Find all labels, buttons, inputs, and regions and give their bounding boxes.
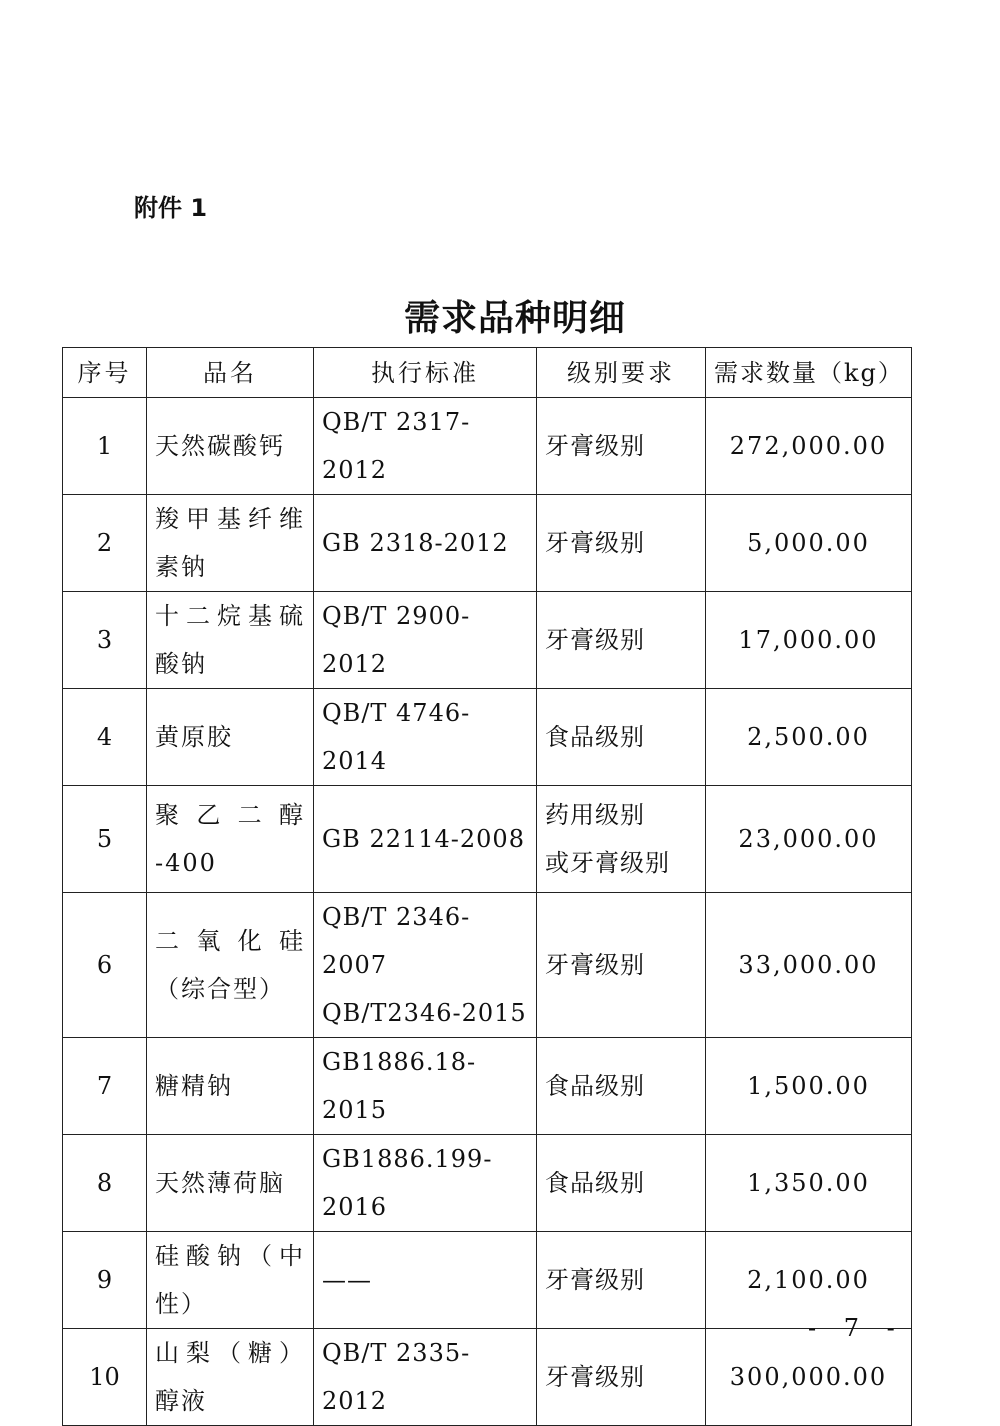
cell-line: 天然碳酸钙 — [155, 432, 285, 460]
table-row — [63, 1135, 912, 1232]
page-number: - 7 - — [808, 1314, 905, 1342]
cell-quantity: 17,000.00 — [706, 592, 912, 689]
cell-standard — [314, 689, 537, 786]
page-title: 需求品种明细 — [403, 297, 626, 339]
cell-grade — [537, 1135, 706, 1232]
cell-line: 牙膏级别 — [545, 529, 645, 557]
cell-line: 醇液 — [155, 1387, 207, 1415]
cell-grade — [537, 592, 706, 689]
cell-seq: 10 — [63, 1329, 147, 1426]
cell-line: —— — [322, 1266, 372, 1294]
table-row — [63, 495, 912, 592]
cell-grade — [537, 1329, 706, 1426]
cell-grade — [537, 495, 706, 592]
table-row — [63, 1038, 912, 1135]
cell-line: QB/T 2346-2007 — [322, 903, 471, 979]
cell-line: 糖精钠 — [155, 1072, 233, 1100]
cell-line: 二氧化硅 — [155, 927, 305, 955]
attachment-label: 附件 1 — [134, 194, 208, 222]
cell-seq: 6 — [63, 893, 147, 1038]
cell-standard — [314, 786, 537, 893]
cell-seq: 9 — [63, 1232, 147, 1329]
cell-seq: 1 — [63, 398, 147, 495]
demand-table — [62, 347, 912, 1426]
cell-quantity: 33,000.00 — [706, 893, 912, 1038]
cell-seq: 3 — [63, 592, 147, 689]
cell-line: 黄原胶 — [155, 723, 233, 751]
cell-standard — [314, 1232, 537, 1329]
cell-name — [147, 1038, 314, 1135]
cell-line: GB1886.199-2016 — [322, 1145, 493, 1221]
cell-standard — [314, 1038, 537, 1135]
cell-grade — [537, 893, 706, 1038]
cell-line: 聚乙二醇 — [155, 801, 305, 829]
cell-line: QB/T 4746-2014 — [322, 699, 471, 775]
cell-seq: 8 — [63, 1135, 147, 1232]
header-seq: 序号 — [63, 348, 147, 398]
cell-quantity: 300,000.00 — [706, 1329, 912, 1426]
cell-grade — [537, 1232, 706, 1329]
cell-name — [147, 398, 314, 495]
cell-line: 硅酸钠（中 — [155, 1242, 305, 1270]
cell-line: 山梨（糖） — [155, 1339, 305, 1367]
cell-line: 天然薄荷脑 — [155, 1169, 285, 1197]
cell-standard — [314, 495, 537, 592]
cell-line: 药用级别 — [545, 801, 645, 829]
cell-standard — [314, 1329, 537, 1426]
cell-line: 牙膏级别 — [545, 1363, 645, 1391]
cell-line: 牙膏级别 — [545, 1266, 645, 1294]
table-row — [63, 786, 912, 893]
cell-quantity: 272,000.00 — [706, 398, 912, 495]
cell-standard — [314, 592, 537, 689]
cell-quantity: 1,500.00 — [706, 1038, 912, 1135]
cell-quantity: 5,000.00 — [706, 495, 912, 592]
cell-name — [147, 893, 314, 1038]
cell-name — [147, 1329, 314, 1426]
table-row — [63, 1232, 912, 1329]
cell-line: 牙膏级别 — [545, 951, 645, 979]
cell-quantity: 23,000.00 — [706, 786, 912, 893]
cell-line: -400 — [155, 849, 217, 877]
cell-seq: 4 — [63, 689, 147, 786]
table-row — [63, 689, 912, 786]
cell-line: GB 22114-2008 — [322, 825, 525, 853]
table-header-row — [63, 348, 912, 398]
header-quantity: 需求数量（kg） — [706, 348, 912, 398]
cell-line: 牙膏级别 — [545, 432, 645, 460]
cell-standard — [314, 398, 537, 495]
cell-standard — [314, 893, 537, 1038]
cell-line: QB/T 2900-2012 — [322, 602, 471, 678]
cell-grade — [537, 689, 706, 786]
table-row — [63, 1329, 912, 1426]
cell-line: QB/T2346-2015 — [322, 999, 527, 1027]
table-row — [63, 398, 912, 495]
cell-line: QB/T 2317-2012 — [322, 408, 471, 484]
cell-grade — [537, 1038, 706, 1135]
cell-line: 食品级别 — [545, 1072, 645, 1100]
cell-seq: 2 — [63, 495, 147, 592]
header-standard: 执行标准 — [314, 348, 537, 398]
cell-line: 牙膏级别 — [545, 626, 645, 654]
table-body — [63, 398, 912, 1426]
cell-line: 食品级别 — [545, 1169, 645, 1197]
cell-quantity: 2,500.00 — [706, 689, 912, 786]
cell-name — [147, 786, 314, 893]
cell-line: GB 2318-2012 — [322, 529, 509, 557]
cell-grade — [537, 398, 706, 495]
cell-name — [147, 592, 314, 689]
cell-line: 羧甲基纤维 — [155, 505, 305, 533]
cell-name — [147, 689, 314, 786]
cell-line: （综合型） — [155, 975, 285, 1003]
cell-line: 十二烷基硫 — [155, 602, 305, 630]
cell-seq: 5 — [63, 786, 147, 893]
header-grade: 级别要求 — [537, 348, 706, 398]
cell-line: QB/T 2335-2012 — [322, 1339, 471, 1415]
cell-line: 酸钠 — [155, 650, 207, 678]
cell-name — [147, 1135, 314, 1232]
cell-seq: 7 — [63, 1038, 147, 1135]
cell-line: 或牙膏级别 — [545, 849, 670, 877]
cell-name — [147, 495, 314, 592]
cell-line: 食品级别 — [545, 723, 645, 751]
cell-grade — [537, 786, 706, 893]
cell-line: GB1886.18-2015 — [322, 1048, 477, 1124]
cell-name — [147, 1232, 314, 1329]
cell-line: 性） — [155, 1290, 207, 1318]
cell-quantity: 1,350.00 — [706, 1135, 912, 1232]
table-row — [63, 893, 912, 1038]
table-row — [63, 592, 912, 689]
cell-standard — [314, 1135, 537, 1232]
header-name: 品名 — [147, 348, 314, 398]
cell-line: 素钠 — [155, 553, 207, 581]
cell-quantity: 2,100.00 — [706, 1232, 912, 1329]
